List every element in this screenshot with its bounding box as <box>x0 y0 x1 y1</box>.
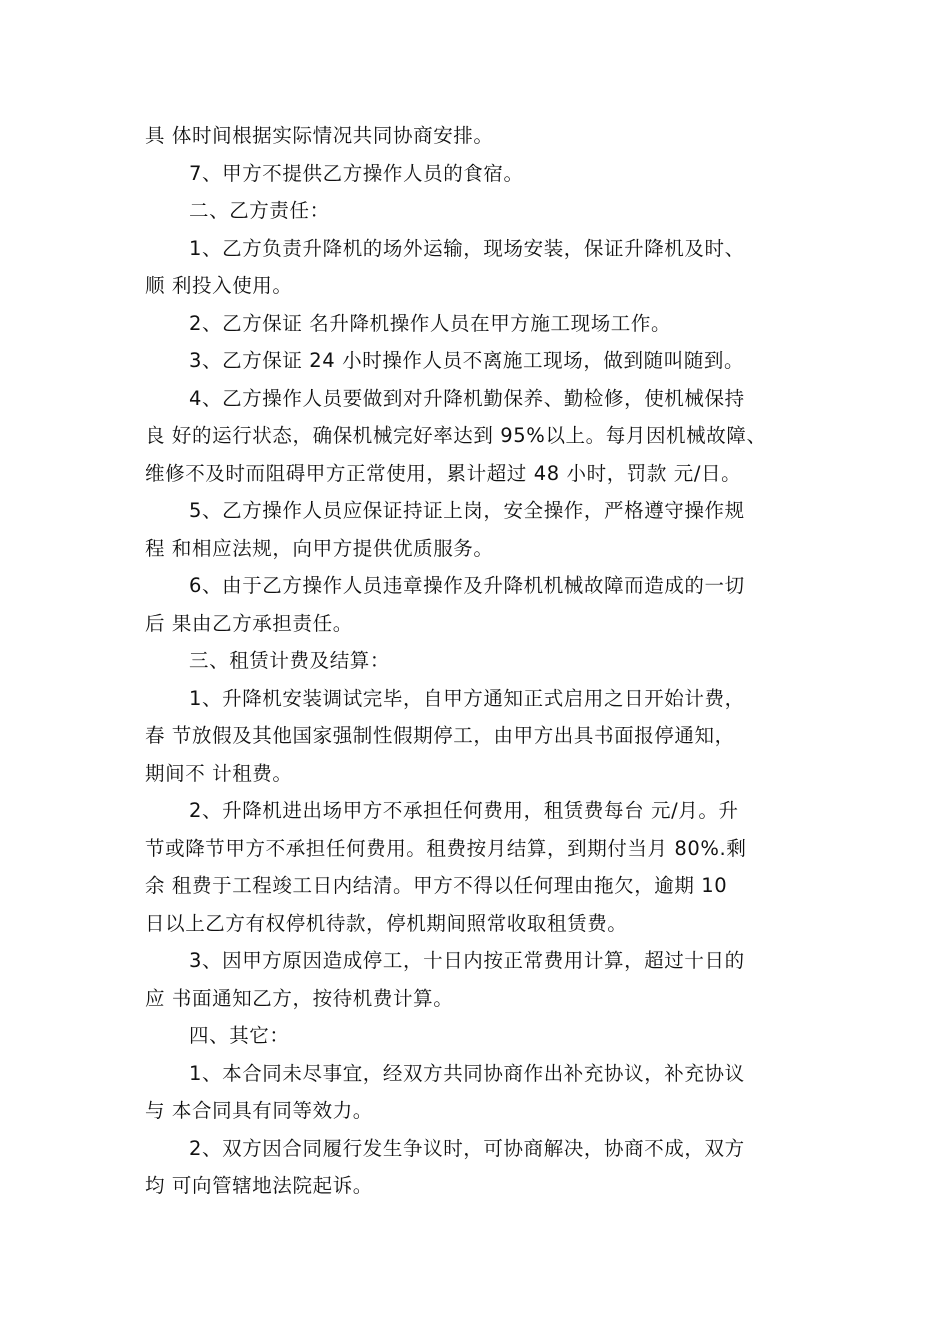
text-line: 2、双方因合同履行发生争议时，可协商解决，协商不成，双方 <box>189 1136 745 1160</box>
text-line: 期间不 计租费。 <box>145 761 293 785</box>
text-line: 后 果由乙方承担责任。 <box>145 611 353 635</box>
text-line: 具 体时间根据实际情况共同协商安排。 <box>145 124 494 147</box>
text-line: 余 租费于工程竣工日内结清。甲方不得以任何理由拖欠，逾期 10 <box>145 874 728 897</box>
text-line: 良 好的运行状态，确保机械完好率达到 95%以上。每月因机械故障、 <box>145 424 767 447</box>
text-line: 均 可向管辖地法院起诉。 <box>145 1174 373 1197</box>
text-line: 日以上乙方有权停机待款，停机期间照常收取租赁费。 <box>145 911 628 935</box>
text-line: 节或降节甲方不承担任何费用。租费按月结算，到期付当月 80%.剩 <box>145 836 747 860</box>
text-line: 四、其它： <box>189 1024 290 1047</box>
text-line: 与 本合同具有同等效力。 <box>145 1099 373 1122</box>
text-line: 3、乙方保证 24 小时操作人员不离施工现场，做到随叫随到。 <box>189 349 745 372</box>
document-body <box>145 117 810 1205</box>
text-line: 二、乙方责任： <box>189 199 330 222</box>
text-line: 应 书面通知乙方，按待机费计算。 <box>145 986 454 1010</box>
text-line: 三、租赁计费及结算： <box>189 649 391 672</box>
text-line: 4、乙方操作人员要做到对升降机勤保养、勤检修，使机械保持 <box>189 386 745 410</box>
text-line: 1、本合同未尽事宜，经双方共同协商作出补充协议，补充协议 <box>189 1061 745 1085</box>
text-line: 2、乙方保证 名升降机操作人员在甲方施工现场工作。 <box>189 311 672 335</box>
text-line: 7、甲方不提供乙方操作人员的食宿。 <box>189 161 524 185</box>
text-line: 春 节放假及其他国家强制性假期停工，由甲方出具书面报停通知， <box>145 724 735 747</box>
text-line: 2、升降机进出场甲方不承担任何费用，租赁费每台 元/月。升 <box>189 799 739 822</box>
text-line: 1、乙方负责升降机的场外运输，现场安装，保证升降机及时、 <box>189 236 745 260</box>
text-line: 程 和相应法规，向甲方提供优质服务。 <box>145 536 494 560</box>
text-line: 维修不及时而阻碍甲方正常使用，累计超过 48 小时，罚款 元/日。 <box>145 461 742 485</box>
text-line: 5、乙方操作人员应保证持证上岗，安全操作，严格遵守操作规 <box>189 499 745 522</box>
text-line: 1、升降机安装调试完毕，自甲方通知正式启用之日开始计费， <box>189 686 745 710</box>
text-line: 顺 利投入使用。 <box>145 274 293 297</box>
text-line: 6、由于乙方操作人员违章操作及升降机机械故障而造成的一切 <box>189 574 745 597</box>
text-line: 3、因甲方原因造成停工，十日内按正常费用计算，超过十日的 <box>189 949 745 972</box>
